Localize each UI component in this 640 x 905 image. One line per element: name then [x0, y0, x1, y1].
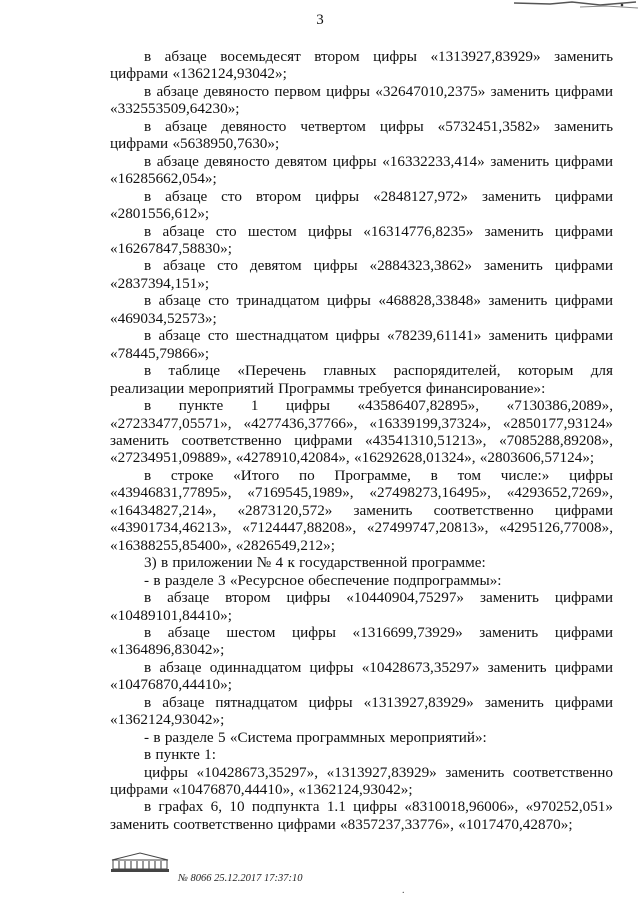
paragraph: 3) в приложении № 4 к государственной программе: — [144, 554, 486, 572]
page-number: 3 — [316, 12, 324, 28]
paragraph: - в разделе 5 «Система программных мероприятий»: — [144, 728, 487, 746]
scan-edge-mark — [510, 0, 640, 14]
paragraph: в абзаце девяносто девятом цифры «16332233,414» заменить цифрами «16285662,054»; — [110, 152, 613, 188]
paragraph: в таблице «Перечень главных распорядителей, которым для реализации мероприятий Программы требуется финансирование»: — [110, 362, 613, 397]
paragraph: в абзаце восемьдесят втором цифры «1313927,83929» заменить цифрами «1362124,93042»; — [110, 48, 613, 83]
paragraph: в абзаце пятнадцатом цифры «1313927,83929» заменить цифрами «1362124,93042»; — [110, 693, 613, 729]
building-stamp-icon — [108, 851, 172, 873]
stray-dot: . — [402, 885, 405, 896]
paragraph: в абзаце сто шестом цифры «16314776,8235» заменить цифрами «16267847,58830»; — [110, 222, 613, 257]
paragraph: в абзаце втором цифры «10440904,75297» заменить цифрами «10489101,84410»; — [110, 589, 613, 624]
paragraph: в абзаце шестом цифры «1316699,73929» заменить цифрами «1364896,83042»; — [110, 623, 613, 659]
paragraph: в абзаце сто втором цифры «2848127,972» заменить цифрами «2801556,612»; — [110, 187, 613, 223]
paragraph: - в разделе 3 «Ресурсное обеспечение подпрограммы»: — [144, 571, 502, 589]
paragraph: цифры «10428673,35297», «1313927,83929» заменить соответственно цифрами «10476870,44410», «1362124,93042»; — [110, 763, 613, 799]
paragraph: в абзаце одиннадцатом цифры «10428673,35297» заменить цифрами «10476870,44410»; — [110, 658, 613, 694]
paragraph: в строке «Итого по Программе, в том числе:» цифры «43946831,77895», «7169545,1989», «27498273,16495», «4293652,7269», «16434827,214», «2873120,572» заменить соответственно цифрами «43901734,46213», «7124447,88208», «27499747,20813», «4295126,77008», «16388255,85400», «2826549,212»; — [110, 466, 613, 554]
paragraph: в абзаце девяносто первом цифры «32647010,2375» заменить цифрами «332553509,64230»; — [110, 82, 613, 118]
paragraph: в абзаце сто тринадцатом цифры «468828,33848» заменить цифрами «469034,52573»; — [110, 292, 613, 327]
paragraph: в абзаце сто шестнадцатом цифры «78239,61141» заменить цифрами «78445,79866»; — [110, 327, 613, 362]
document-body — [110, 48, 613, 833]
paragraph: в пункте 1: — [144, 746, 216, 764]
paragraph: в графах 6, 10 подпункта 1.1 цифры «8310018,96006», «970252,051» заменить соответственно цифрами «8357237,33776», «1017470,42870»; — [110, 798, 613, 833]
paragraph: в пункте 1 цифры «43586407,82895», «7130386,2089», «27233477,05571», «4277436,37766», «16339199,37324», «2850177,93124» заменить соответственно цифрами «43541310,51213», «7085288,89208», «27234951,09889», «4278910,42084», «16292628,01324», «2803606,57124»; — [110, 397, 613, 467]
paragraph: в абзаце девяносто четвертом цифры «5732451,3582» заменить цифрами «5638950,7630»; — [110, 117, 613, 153]
registration-note: № 8066 25.12.2017 17:37:10 — [178, 873, 303, 884]
paragraph: в абзаце сто девятом цифры «2884323,3862» заменить цифрами «2837394,151»; — [110, 257, 613, 292]
